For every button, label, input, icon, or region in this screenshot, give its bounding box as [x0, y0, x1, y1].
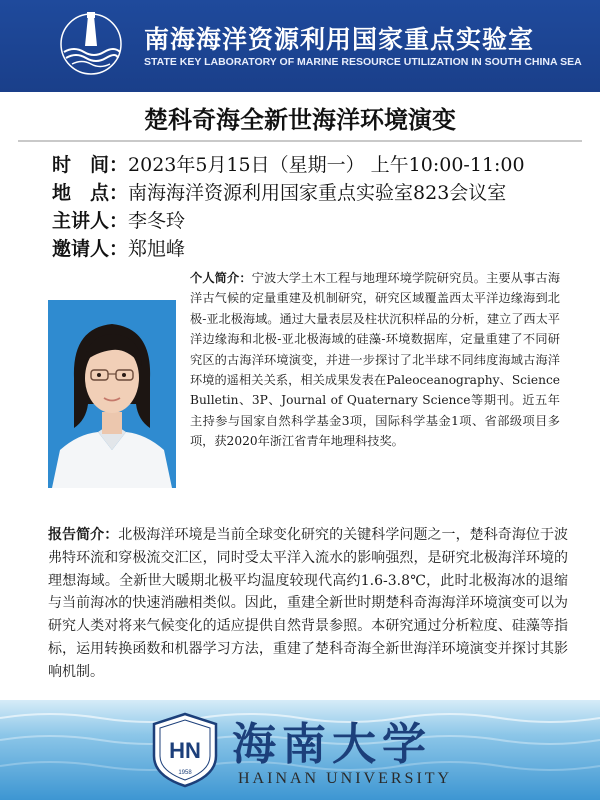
- speaker-row: [52, 206, 185, 233]
- speaker-photo: [48, 300, 176, 488]
- header-banner: [0, 0, 600, 92]
- abstract-label: 报告简介：: [48, 527, 119, 543]
- emblem-letters: HN: [169, 738, 201, 763]
- place-label: 地 点：: [52, 182, 129, 204]
- time-value: 2023年5月15日（星期一） 上午10:00-11:00: [128, 154, 525, 176]
- place-value: 南海海洋资源利用国家重点实验室823会议室: [128, 182, 507, 204]
- university-name-en: HAINAN UNIVERSITY: [238, 770, 453, 787]
- bio-text: 宁波大学土木工程与地理环境学院研究员。主要从事古海洋古气候的定量重建及机制研究，研究区域覆盖西太平洋边缘海到北极-亚北极海域。通过大量表层及柱状沉积样品的分析，建立了西太平洋边缘海和北极-亚北极海域的硅藻-环境数据库，定量重建了不同研究区的古海洋环境演变，并进一步探讨了北半球不同纬度海域古海洋环境的遥相关关系，相关成果发表在Paleoceanography、Science Bulletin、3P、Journal of Quaternary Science等期刊。近五年主持参与国家自然科学基金3项，国际科学基金1项、省部级项目多项，获2020年浙江省青年地理科技奖。: [190, 271, 561, 449]
- abstract-text: 北极海洋环境是当前全球变化研究的关键科学问题之一，楚科奇海位于波弗特环流和穿极流交汇区，同时受太平洋入流水的影响强烈，是研究北极海洋环境的理想海域。全新世大暖期北极平均温度较现代高约1.6-3.8℃，此时北极海冰的退缩与当前海冰的快速消融相类似。因此，重建全新世时期楚科奇海海洋环境演变可以为研究人类对将来气候变化的适应提供自然背景参照。本研究通过分析粒度、硅藻等指标，运用转换函数和机器学习方法，重建了楚科奇海全新世海洋环境演变并探讨其影响机制。: [48, 527, 569, 680]
- time-row: [52, 150, 525, 177]
- bio-label: 个人简介：: [190, 271, 252, 285]
- talk-abstract: [48, 524, 568, 684]
- lighthouse-logo-icon: [58, 6, 124, 82]
- host-value: 郑旭峰: [128, 238, 186, 260]
- talk-title: 楚科奇海全新世海洋环境演变: [144, 106, 456, 134]
- emblem-year: 1958: [178, 770, 192, 776]
- speaker-label: 主讲人：: [52, 210, 129, 232]
- place-row: [52, 178, 506, 205]
- hainan-university-emblem-icon: [150, 712, 220, 788]
- host-row: [52, 234, 185, 261]
- title-divider: [18, 140, 582, 142]
- speaker-portrait-icon: [48, 300, 176, 488]
- speaker-bio: [190, 268, 560, 452]
- lab-name-cn: 南海海洋资源利用国家重点实验室: [144, 25, 535, 54]
- speaker-value: 李冬玲: [128, 210, 186, 232]
- lab-name-en: STATE KEY LABORATORY OF MARINE RESOURCE UTILIZATION IN SOUTH CHINA SEA: [144, 56, 582, 68]
- time-label: 时 间：: [52, 154, 129, 176]
- host-label: 邀请人：: [52, 238, 129, 260]
- university-name-cn: 海南大学: [232, 719, 432, 770]
